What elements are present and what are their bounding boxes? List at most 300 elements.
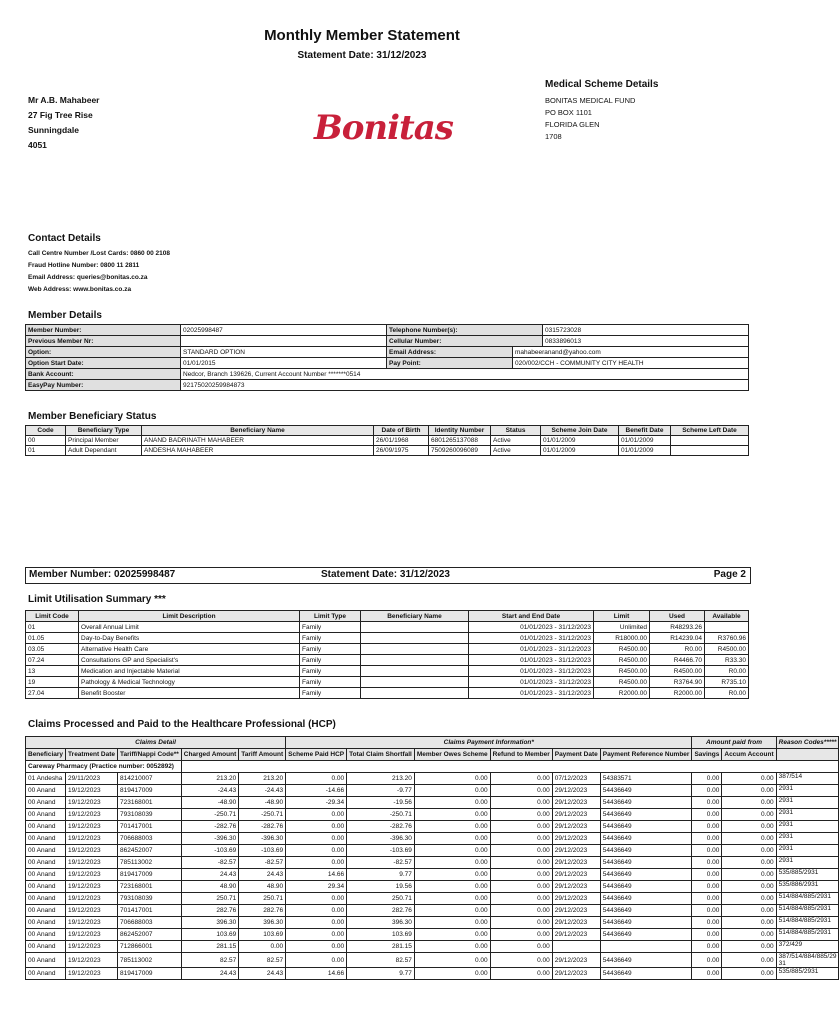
table-cell: 01 Andesha: [26, 773, 66, 785]
beneficiary-column-header: Beneficiary Type: [66, 426, 142, 436]
claims-column-header: Savings: [692, 749, 722, 761]
table-cell: 00 Anand: [26, 845, 66, 857]
table-cell: 282.76: [347, 905, 415, 917]
table-cell: 00 Anand: [26, 941, 66, 953]
table-cell: 48.90: [239, 881, 286, 893]
table-cell: 0.00: [692, 893, 722, 905]
table-cell: 0.00: [722, 785, 776, 797]
table-cell: 706688003: [118, 833, 182, 845]
table-cell: 19/12/2023: [66, 833, 118, 845]
table-cell: 396.30: [347, 917, 415, 929]
table-cell: 00 Anand: [26, 905, 66, 917]
table-cell: -282.76: [347, 821, 415, 833]
claims-column-header: Charged Amount: [181, 749, 238, 761]
table-cell: 793108039: [118, 809, 182, 821]
table-row: [26, 358, 749, 369]
table-cell: 0.00: [722, 953, 776, 968]
table-row: [26, 347, 749, 358]
table-cell: 14.66: [286, 968, 347, 980]
table-cell: [705, 622, 749, 633]
table-cell: 27.04: [26, 688, 79, 699]
table-cell: -19.56: [347, 797, 415, 809]
table-cell: 0.00: [490, 881, 552, 893]
table-cell: 01: [26, 622, 79, 633]
table-cell: 00 Anand: [26, 833, 66, 845]
telephone-label: Telephone Number(s):: [387, 325, 543, 336]
claims-column-header: [776, 749, 839, 761]
table-cell: -82.57: [239, 857, 286, 869]
table-cell: 29/12/2023: [552, 905, 600, 917]
table-cell: 0.00: [414, 809, 490, 821]
table-cell: 514/884/885/2931: [776, 929, 839, 941]
table-cell: 01/01/2023 - 31/12/2023: [469, 666, 594, 677]
table-cell: 00: [26, 436, 66, 446]
table-cell: 0.00: [490, 845, 552, 857]
email-value: mahabeeranand@yahoo.com: [513, 347, 749, 358]
table-cell: 01.05: [26, 633, 79, 644]
claims-column-header: Member Owes Scheme: [414, 749, 490, 761]
table-cell: ANAND BADRINATH MAHABEER: [142, 436, 374, 446]
table-header: [26, 426, 749, 436]
claims-column-header: Beneficiary: [26, 749, 66, 761]
table-cell: 26/01/1968: [374, 436, 429, 446]
table-cell: 514/884/885/2931: [776, 917, 839, 929]
table-row: [26, 833, 839, 845]
table-cell: R4466.70: [650, 655, 705, 666]
table-cell: 19/12/2023: [66, 881, 118, 893]
table-cell: 01/01/2009: [619, 436, 671, 446]
table-cell: 01/01/2023 - 31/12/2023: [469, 688, 594, 699]
table-cell: [361, 644, 469, 655]
claims-heading: Claims Processed and Paid to the Healthcare Professional (HCP): [28, 719, 336, 730]
table-cell: 0.00: [414, 905, 490, 917]
address-line: Sunningdale: [28, 125, 79, 135]
table-cell: -29.34: [286, 797, 347, 809]
table-cell: 00 Anand: [26, 869, 66, 881]
table-cell: 0.00: [490, 953, 552, 968]
table-cell: 0.00: [414, 857, 490, 869]
table-cell: R4500.00: [650, 666, 705, 677]
table-cell: R18000.00: [594, 633, 650, 644]
table-cell: 0.00: [692, 833, 722, 845]
bonitas-logo: Bonitas: [314, 108, 453, 148]
limit-column-header: Used: [650, 611, 705, 622]
table-cell: R14239.04: [650, 633, 705, 644]
table-cell: 535/885/2931: [776, 869, 839, 881]
limit-column-header: Limit Code: [26, 611, 79, 622]
table-cell: 2931: [776, 857, 839, 869]
table-cell: 281.15: [181, 941, 238, 953]
email-label: Email Address:: [387, 347, 513, 358]
table-cell: 19.56: [347, 881, 415, 893]
table-cell: 00 Anand: [26, 857, 66, 869]
table-cell: 387/514: [776, 773, 839, 785]
option-start-label: Option Start Date:: [26, 358, 181, 369]
claims-column-header: Treatment Date: [66, 749, 118, 761]
table-cell: Pathology & Medical Technology: [79, 677, 300, 688]
table-row: [26, 655, 749, 666]
table-cell: 282.76: [181, 905, 238, 917]
table-cell: 0.00: [286, 941, 347, 953]
table-row: [26, 809, 839, 821]
limit-column-header: Limit Description: [79, 611, 300, 622]
table-cell: Active: [491, 436, 541, 446]
table-row: [26, 380, 749, 391]
table-cell: -103.69: [347, 845, 415, 857]
reason-codes-group: Reason Codes*****: [776, 737, 839, 749]
table-cell: 00 Anand: [26, 809, 66, 821]
table-cell: Principal Member: [66, 436, 142, 446]
table-cell: 862452007: [118, 929, 182, 941]
table-row: [26, 941, 839, 953]
bank-account-value: Nedcor, Branch 139626, Current Account Number *******0514: [181, 369, 749, 380]
table-cell: 281.15: [347, 941, 415, 953]
table-cell: 0.00: [414, 881, 490, 893]
table-cell: ANDESHA MAHABEER: [142, 446, 374, 456]
table-cell: 0.00: [490, 917, 552, 929]
table-cell: 0.00: [722, 857, 776, 869]
table-cell: -396.30: [347, 833, 415, 845]
easypay-label: EasyPay Number:: [26, 380, 181, 391]
table-cell: 0.00: [692, 929, 722, 941]
table-cell: R0.00: [650, 644, 705, 655]
table-cell: 01/01/2023 - 31/12/2023: [469, 644, 594, 655]
table-cell: 54436649: [600, 821, 692, 833]
table-cell: 24.43: [239, 968, 286, 980]
limit-utilisation-table: [25, 610, 749, 699]
table-cell: -396.30: [239, 833, 286, 845]
table-cell: 29/11/2023: [66, 773, 118, 785]
table-cell: 29/12/2023: [552, 845, 600, 857]
option-value: STANDARD OPTION: [181, 347, 387, 358]
table-row: [26, 773, 839, 785]
scheme-line: BONITAS MEDICAL FUND: [545, 96, 636, 105]
contact-line: Fraud Hotline Number: 0800 11 2811: [28, 262, 140, 269]
page-statement-date: Statement Date: 31/12/2023: [321, 569, 450, 580]
table-header: [26, 749, 839, 761]
table-group-header: [26, 737, 839, 749]
table-cell: -82.57: [347, 857, 415, 869]
table-row: [26, 797, 839, 809]
table-cell: Family: [300, 666, 361, 677]
table-row: [26, 869, 839, 881]
table-cell: 0.00: [286, 857, 347, 869]
table-cell: 0.00: [722, 893, 776, 905]
table-cell: 6801265137088: [429, 436, 491, 446]
table-cell: 07/12/2023: [552, 773, 600, 785]
table-cell: 0.00: [490, 821, 552, 833]
table-cell: -9.77: [347, 785, 415, 797]
table-cell: R4500.00: [594, 677, 650, 688]
table-cell: 0.00: [414, 833, 490, 845]
table-cell: 0.00: [286, 845, 347, 857]
table-cell: 723168001: [118, 797, 182, 809]
pay-point-label: Pay Point:: [387, 358, 513, 369]
table-cell: 2931: [776, 785, 839, 797]
table-cell: 250.71: [347, 893, 415, 905]
table-row: [26, 677, 749, 688]
limit-column-header: Beneficiary Name: [361, 611, 469, 622]
cellular-value: 0833896013: [543, 336, 749, 347]
table-cell: 0.00: [692, 785, 722, 797]
table-cell: 54436649: [600, 968, 692, 980]
table-cell: 0.00: [286, 905, 347, 917]
beneficiary-column-header: Code: [26, 426, 66, 436]
table-cell: 00 Anand: [26, 929, 66, 941]
table-cell: -250.71: [181, 809, 238, 821]
table-cell: 0.00: [286, 821, 347, 833]
table-cell: Active: [491, 446, 541, 456]
table-cell: 0.00: [490, 929, 552, 941]
limit-summary-heading: Limit Utilisation Summary ***: [28, 594, 166, 605]
table-cell: 250.71: [239, 893, 286, 905]
table-cell: 0.00: [414, 773, 490, 785]
table-cell: 0.00: [414, 917, 490, 929]
table-cell: 0.00: [722, 797, 776, 809]
table-cell: 862452007: [118, 845, 182, 857]
table-cell: 0.00: [692, 809, 722, 821]
table-row: [26, 893, 839, 905]
table-cell: 54436649: [600, 845, 692, 857]
table-cell: Unlimited: [594, 622, 650, 633]
table-cell: 213.20: [181, 773, 238, 785]
table-cell: 103.69: [347, 929, 415, 941]
table-cell: 103.69: [239, 929, 286, 941]
table-cell: 00 Anand: [26, 953, 66, 968]
table-cell: 54436649: [600, 869, 692, 881]
table-cell: 2931: [776, 833, 839, 845]
table-cell: 0.00: [490, 968, 552, 980]
table-cell: 0.00: [414, 845, 490, 857]
table-cell: 535/885/2931: [776, 968, 839, 980]
previous-member-value: [181, 336, 387, 347]
table-cell: 514/884/885/2931: [776, 893, 839, 905]
claims-column-header: Total Claim Shortfall: [347, 749, 415, 761]
table-cell: 0.00: [692, 821, 722, 833]
page-header-bar: [25, 567, 751, 584]
table-cell: 29/12/2023: [552, 785, 600, 797]
table-cell: 723168001: [118, 881, 182, 893]
table-cell: 54436649: [600, 917, 692, 929]
table-cell: Alternative Health Care: [79, 644, 300, 655]
table-row: [26, 436, 749, 446]
table-cell: 0.00: [490, 773, 552, 785]
cellular-label: Cellular Number:: [387, 336, 543, 347]
member-number-label: Member Number:: [26, 325, 181, 336]
table-cell: -14.66: [286, 785, 347, 797]
table-cell: 0.00: [722, 773, 776, 785]
table-cell: 01/01/2009: [541, 436, 619, 446]
table-cell: 19/12/2023: [66, 905, 118, 917]
table-cell: -282.76: [181, 821, 238, 833]
table-cell: Family: [300, 655, 361, 666]
beneficiary-column-header: Status: [491, 426, 541, 436]
table-cell: 0.00: [414, 821, 490, 833]
table-cell: 00 Anand: [26, 785, 66, 797]
table-cell: 24.43: [181, 869, 238, 881]
table-cell: [361, 688, 469, 699]
table-cell: 54436649: [600, 785, 692, 797]
table-cell: 19/12/2023: [66, 953, 118, 968]
table-cell: -24.43: [239, 785, 286, 797]
table-cell: [600, 941, 692, 953]
table-cell: Medication and Injectable Material: [79, 666, 300, 677]
contact-line: Email Address: queries@bonitas.co.za: [28, 274, 148, 281]
claims-column-header: Refund to Member: [490, 749, 552, 761]
table-cell: 819417009: [118, 869, 182, 881]
table-row: [26, 666, 749, 677]
table-cell: 00 Anand: [26, 821, 66, 833]
table-cell: 9.77: [347, 968, 415, 980]
table-cell: 19/12/2023: [66, 869, 118, 881]
table-cell: 0.00: [286, 809, 347, 821]
table-cell: 0.00: [722, 929, 776, 941]
table-cell: 0.00: [490, 905, 552, 917]
table-cell: 0.00: [692, 917, 722, 929]
table-cell: 29/12/2023: [552, 821, 600, 833]
table-cell: R3764.90: [650, 677, 705, 688]
table-cell: R0.00: [705, 688, 749, 699]
table-cell: Family: [300, 688, 361, 699]
table-cell: 54436649: [600, 833, 692, 845]
table-cell: [361, 655, 469, 666]
table-cell: 0.00: [286, 773, 347, 785]
table-cell: R33.30: [705, 655, 749, 666]
table-cell: 19/12/2023: [66, 857, 118, 869]
limit-column-header: Limit Type: [300, 611, 361, 622]
table-cell: R48293.26: [650, 622, 705, 633]
table-cell: 0.00: [414, 929, 490, 941]
table-cell: Day-to-Day Benefits: [79, 633, 300, 644]
table-row: [26, 325, 749, 336]
table-cell: 0.00: [414, 797, 490, 809]
table-cell: [361, 677, 469, 688]
table-cell: 29/12/2023: [552, 917, 600, 929]
table-row: [26, 929, 839, 941]
table-cell: Family: [300, 622, 361, 633]
table-row: [26, 917, 839, 929]
table-cell: 00 Anand: [26, 797, 66, 809]
table-row: [26, 821, 839, 833]
table-cell: 819417009: [118, 968, 182, 980]
table-cell: -250.71: [239, 809, 286, 821]
table-cell: 24.43: [239, 869, 286, 881]
limit-column-header: Available: [705, 611, 749, 622]
table-cell: 29.34: [286, 881, 347, 893]
claims-column-header: Accum Account: [722, 749, 776, 761]
table-cell: 0.00: [692, 941, 722, 953]
table-cell: R0.00: [705, 666, 749, 677]
scheme-heading: Medical Scheme Details: [545, 79, 659, 90]
table-cell: 0.00: [414, 953, 490, 968]
table-cell: [552, 941, 600, 953]
table-cell: 0.00: [286, 833, 347, 845]
table-cell: 701417001: [118, 821, 182, 833]
table-row: [26, 688, 749, 699]
table-cell: 819417009: [118, 785, 182, 797]
table-cell: 7509260096089: [429, 446, 491, 456]
table-cell: -103.69: [181, 845, 238, 857]
table-cell: 387/514/884/885/29 31: [776, 953, 839, 968]
table-cell: 07.24: [26, 655, 79, 666]
table-header: [26, 611, 749, 622]
table-cell: R4500.00: [594, 644, 650, 655]
table-cell: 19/12/2023: [66, 797, 118, 809]
table-cell: 14.66: [286, 869, 347, 881]
table-cell: 00 Anand: [26, 917, 66, 929]
table-cell: 372/429: [776, 941, 839, 953]
table-cell: 535/886/2931: [776, 881, 839, 893]
table-cell: Benefit Booster: [79, 688, 300, 699]
member-details-heading: Member Details: [28, 310, 102, 321]
beneficiary-column-header: Benefit Date: [619, 426, 671, 436]
page-member-number: Member Number: 02025998487: [29, 569, 176, 580]
postal-address: [28, 93, 99, 153]
statement-date: Statement Date: 31/12/2023: [297, 50, 427, 61]
scheme-line: 1708: [545, 132, 562, 141]
table-row: [26, 446, 749, 456]
table-cell: 396.30: [181, 917, 238, 929]
table-cell: 03.05: [26, 644, 79, 655]
table-cell: 19/12/2023: [66, 809, 118, 821]
table-row: [26, 622, 749, 633]
table-cell: Adult Dependant: [66, 446, 142, 456]
provider-name: Careway Pharmacy (Practice number: 0052892): [26, 761, 182, 773]
table-cell: Family: [300, 633, 361, 644]
claims-column-header: Tariff Amount: [239, 749, 286, 761]
table-cell: 0.00: [692, 857, 722, 869]
table-cell: 00 Anand: [26, 881, 66, 893]
table-cell: R735.10: [705, 677, 749, 688]
table-cell: 514/884/885/2931: [776, 905, 839, 917]
table-cell: 0.00: [692, 869, 722, 881]
table-cell: R4500.00: [594, 666, 650, 677]
table-cell: R4500.00: [594, 655, 650, 666]
table-cell: 0.00: [722, 881, 776, 893]
payment-info-group: Claims Payment Information*: [286, 737, 692, 749]
table-cell: 29/12/2023: [552, 869, 600, 881]
previous-member-label: Previous Member Nr:: [26, 336, 181, 347]
table-cell: 01: [26, 446, 66, 456]
table-row: [26, 336, 749, 347]
table-cell: 82.57: [347, 953, 415, 968]
contact-line: Call Centre Number /Lost Cards: 0860 00 2108: [28, 250, 170, 257]
beneficiary-column-header: Beneficiary Name: [142, 426, 374, 436]
table-cell: [361, 633, 469, 644]
claims-column-header: Tariff/Nappi Code**: [118, 749, 182, 761]
telephone-value: 0315723028: [543, 325, 749, 336]
table-cell: 0.00: [490, 797, 552, 809]
beneficiary-column-header: Scheme Left Date: [671, 426, 749, 436]
table-cell: 19/12/2023: [66, 917, 118, 929]
table-row: [26, 881, 839, 893]
table-cell: 54383571: [600, 773, 692, 785]
address-line: 4051: [28, 140, 47, 150]
table-cell: 103.69: [181, 929, 238, 941]
table-cell: -250.71: [347, 809, 415, 821]
table-cell: 0.00: [490, 857, 552, 869]
table-cell: 0.00: [722, 821, 776, 833]
table-cell: 54436649: [600, 929, 692, 941]
table-row: [26, 633, 749, 644]
table-cell: 0.00: [692, 968, 722, 980]
table-cell: 19/12/2023: [66, 821, 118, 833]
table-cell: 54436649: [600, 953, 692, 968]
table-cell: 01/01/2009: [619, 446, 671, 456]
table-cell: 19/12/2023: [66, 941, 118, 953]
provider-row: [26, 761, 839, 773]
table-cell: 0.00: [722, 809, 776, 821]
